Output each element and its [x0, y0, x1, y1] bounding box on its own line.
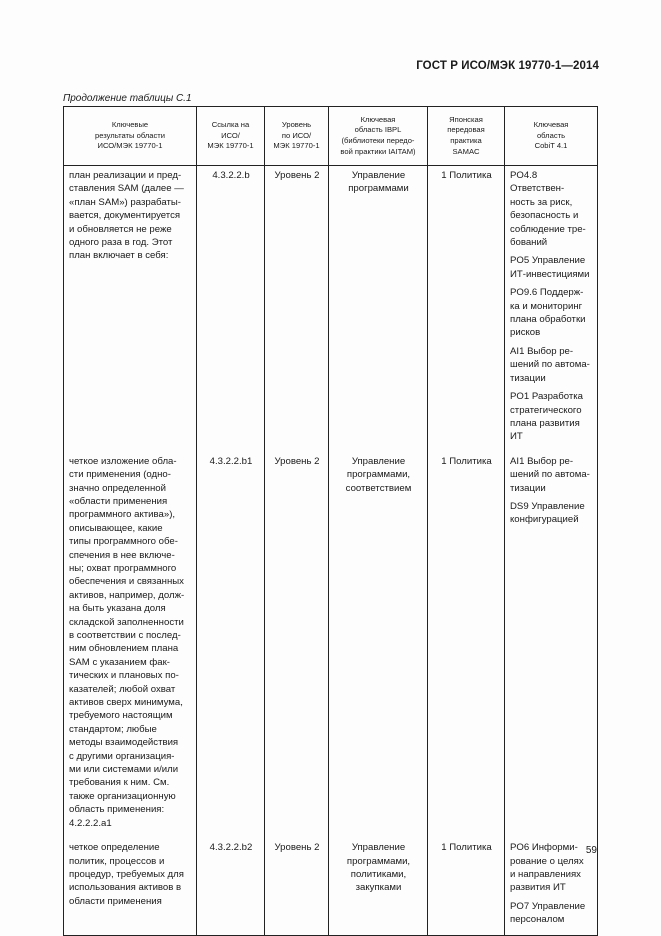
- cobit-item: PO9.6 Поддерж- ка и мониторинг плана обработки рисков: [510, 287, 586, 339]
- cobit-item: AI1 Выбор ре- шений по автома- тизации: [510, 345, 590, 384]
- cell-result: план реализации и пред- ставления SAM (далее — «план SAM») разрабаты- вается, документируется и обновляется не реже одного раза в год. Этот план включает в себя:: [64, 166, 197, 452]
- cell-cobit: [505, 452, 598, 838]
- cell-reference: 4.3.2.2.b2: [197, 838, 265, 935]
- cell-level: Уровень 2: [265, 452, 329, 838]
- col-header-results: Ключевые результаты области ИСО/МЭК 19770-1: [64, 107, 197, 166]
- col-header-samac: Японская передовая практика SAMAC: [428, 107, 505, 166]
- cell-result: четкое определение политик, процессов и процедур, требуемых для использования активов в области применения: [64, 838, 197, 935]
- cobit-item: AI1 Выбор ре- шений по автома- тизации: [510, 455, 590, 494]
- cell-reference: 4.3.2.2.b: [197, 166, 265, 452]
- cell-ibpl: Управление программами, политиками, закупками: [329, 838, 428, 935]
- cell-result: четкое изложение обла- сти применения (одно- значно определенной «области применения программного актива»), описывающее, какие типы программного обе- спечения в нее включе- ны; охват программного обеспечения и связанных активов, например, долж- на быть указана доля складской заполненности в соответствии с послед- ним обновлением плана SAM с указанием фак- тических и плановых по- казателей; любой охват активов сверх минимума, требуемого настоящим стандартом; любые методы взаимодействия с другими организация- ми или системами и/или требования к ним. См. также организационную область применения: 4.2.2.2.а1: [64, 452, 197, 838]
- table-header-row: [64, 107, 598, 166]
- col-header-reference: Ссылка на ИСО/ МЭК 19770-1: [197, 107, 265, 166]
- cell-reference: 4.3.2.2.b1: [197, 452, 265, 838]
- cell-level: Уровень 2: [265, 166, 329, 452]
- col-header-ibpl: Ключевая область IBPL (библиотеки передо- вой практики IAITAM): [329, 107, 428, 166]
- cell-ibpl: Управление программами, соответствием: [329, 452, 428, 838]
- table-row: [64, 452, 598, 838]
- table-caption: Продолжение таблицы С.1: [63, 93, 192, 104]
- cell-cobit: [505, 166, 598, 452]
- cell-samac: 1 Политика: [428, 838, 505, 935]
- cobit-item: DS9 Управление конфигурацией: [510, 500, 585, 526]
- table-row: [64, 838, 598, 935]
- cell-level: Уровень 2: [265, 838, 329, 935]
- cobit-item: PO6 Информи- рование о целях и направлениях развития ИТ: [510, 842, 584, 894]
- comparison-table: [63, 106, 598, 936]
- cell-samac: 1 Политика: [428, 166, 505, 452]
- cobit-item: PO4.8 Ответствен- ность за риск, безопасность и соблюдение тре- бований: [510, 170, 586, 249]
- page-number: 59: [585, 845, 597, 856]
- table-row: [64, 166, 598, 452]
- col-header-level: Уровень по ИСО/ МЭК 19770-1: [265, 107, 329, 166]
- cobit-item: PO5 Управление ИТ-инвестициями: [510, 255, 590, 280]
- cell-cobit: [505, 838, 598, 935]
- cobit-item: PO1 Разработка стратегического плана развития ИТ: [510, 391, 583, 443]
- document-code: ГОСТ Р ИСО/МЭК 19770-1—2014: [416, 60, 599, 72]
- cobit-item: PO7 Управление персоналом: [510, 900, 586, 926]
- col-header-cobit: Ключевая область CobiT 4.1: [505, 107, 598, 166]
- cell-ibpl: Управление программами: [329, 166, 428, 452]
- cell-samac: 1 Политика: [428, 452, 505, 838]
